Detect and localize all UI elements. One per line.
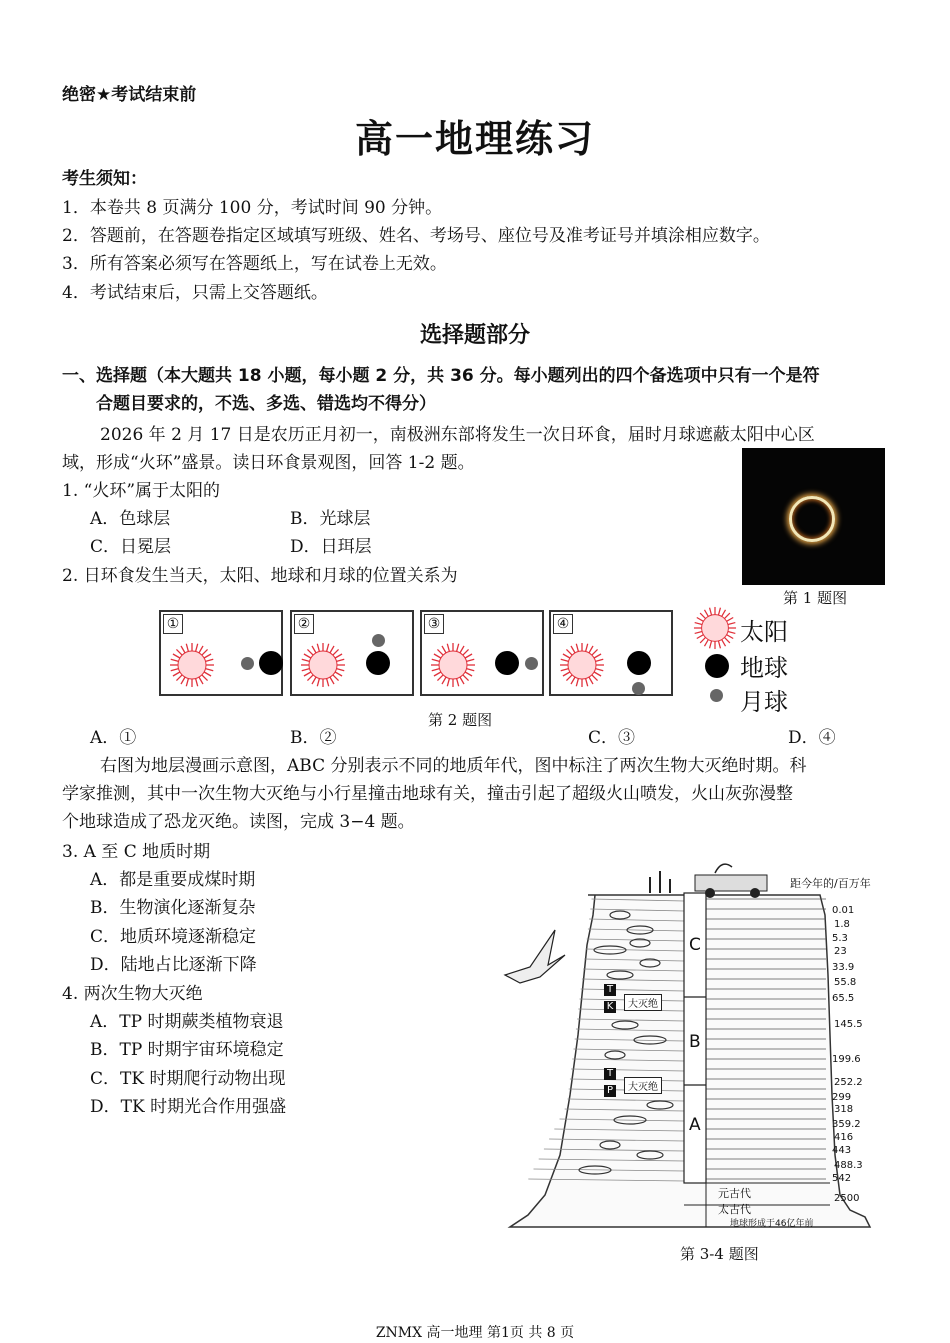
q2-option-a: A．①	[90, 728, 137, 748]
q1-option-a: A．色球层	[90, 509, 171, 529]
q1-option-d: D．日珥层	[290, 537, 372, 557]
age-tick-label: 145.5	[834, 1019, 863, 1030]
age-tick-label: 5.3	[832, 933, 848, 944]
strata-intro-line: 个地球造成了恐龙灭绝。读图，完成 3−4 题。	[62, 812, 415, 832]
sun-icon	[169, 642, 215, 688]
marker-t-upper: T	[604, 984, 616, 996]
age-tick-label: 199.6	[832, 1054, 861, 1065]
age-tick-label: 65.5	[832, 993, 855, 1004]
moon-icon	[632, 682, 645, 695]
figure-1-caption: 第 1 题图	[783, 589, 848, 607]
notice-heading: 考生须知：	[62, 169, 147, 189]
age-tick-label: 23	[834, 946, 847, 957]
question-3-stem: 3. A 至 C 地质时期	[62, 842, 211, 862]
strata-intro-line: 右图为地层漫画示意图，ABC 分别表示不同的地质年代，图中标注了两次生物大灭绝时期。科	[100, 756, 807, 776]
era-c-label: C	[689, 935, 701, 955]
strata-intro-line: 学家推测，其中一次生物大灭绝与小行星撞击地球有关，撞击引起了超级火山喷发，火山灰弥漫整	[62, 784, 793, 804]
question-4-stem: 4. 两次生物大灭绝	[62, 984, 203, 1004]
age-tick-label: 1.8	[834, 919, 850, 930]
age-tick-label: 2500	[834, 1193, 860, 1204]
extinction-label-tk: 大灭绝	[624, 994, 662, 1011]
q2-option-b: B．②	[290, 728, 337, 748]
q1-option-b: B．光球层	[290, 509, 371, 529]
annular-eclipse-photo	[742, 448, 885, 585]
era-a-label: A	[689, 1115, 701, 1135]
age-tick-label: 359.2	[832, 1119, 861, 1130]
moon-icon	[525, 657, 538, 670]
axis-title: 距今年的/百万年	[790, 877, 871, 890]
age-tick-label: 488.3	[834, 1160, 863, 1171]
secret-label: 绝密★考试结束前	[62, 85, 197, 105]
legend-moon-label: 月球	[740, 688, 788, 716]
position-panel-3	[420, 610, 544, 696]
marker-p: P	[604, 1085, 616, 1097]
earth-icon	[627, 651, 651, 675]
age-tick-label: 443	[832, 1145, 852, 1156]
q3-option-b: B．生物演化逐渐复杂	[90, 898, 256, 918]
position-panel-4	[549, 610, 673, 696]
earth-icon	[495, 651, 519, 675]
q4-option-a: A．TP 时期蕨类植物衰退	[90, 1012, 284, 1032]
q4-option-d: D．TK 时期光合作用强盛	[90, 1097, 287, 1117]
age-tick-label: 252.2	[834, 1077, 863, 1088]
notice-item: 3．所有答案必须写在答题纸上，写在试卷上无效。	[62, 254, 447, 274]
notice-item: 2．答题前，在答题卷指定区域填写班级、姓名、考场号、座位号及准考证号并填涂相应数字。	[62, 226, 770, 246]
strata-cartoon-figure	[500, 855, 880, 1240]
moon-icon	[372, 634, 385, 647]
intro-line: 域，形成“火环”盛景。读日环食景观图，回答 1-2 题。	[62, 453, 475, 473]
earth-formation-label: 地球形成于46亿年前	[730, 1219, 814, 1229]
marker-t-lower: T	[604, 1068, 616, 1080]
part-heading-line1: 一、选择题（本大题共 18 小题，每小题 2 分，共 36 分。每小题列出的四个备选项中只有一个是符	[62, 366, 820, 386]
marker-k: K	[604, 1001, 616, 1013]
panel-number: ②	[294, 614, 314, 634]
q2-option-d: D．④	[788, 728, 836, 748]
era-b-label: B	[689, 1032, 701, 1052]
figure-3-4-caption: 第 3-4 题图	[680, 1245, 759, 1263]
notice-item: 4．考试结束后，只需上交答题纸。	[62, 283, 328, 303]
part-heading	[62, 362, 892, 418]
age-tick-label: 318	[834, 1104, 854, 1115]
question-2-stem: 2. 日环食发生当天，太阳、地球和月球的位置关系为	[62, 566, 458, 586]
age-tick-label: 55.8	[834, 977, 857, 988]
age-tick-label: 542	[832, 1173, 852, 1184]
q4-option-c: C．TK 时期爬行动物出现	[90, 1069, 286, 1089]
intro-line: 2026 年 2 月 17 日是农历正月初一，南极洲东部将发生一次日环食，届时月球遮蔽太阳中心区	[100, 425, 815, 445]
position-panel-2	[290, 610, 414, 696]
question-1-stem: 1. “火环”属于太阳的	[62, 481, 221, 501]
age-tick-label: 33.9	[832, 962, 855, 973]
legend-earth-label: 地球	[740, 654, 788, 682]
legend-earth-icon	[705, 654, 729, 678]
age-tick-label: 416	[834, 1132, 854, 1143]
legend-sun-label: 太阳	[740, 618, 788, 646]
figure-2-caption: 第 2 题图	[428, 711, 493, 729]
page-footer: ZNMX 高一地理 第1页 共 8 页	[375, 1325, 575, 1341]
panel-number: ③	[424, 614, 444, 634]
notice-item: 1．本卷共 8 页满分 100 分，考试时间 90 分钟。	[62, 198, 443, 218]
q2-option-c: C．③	[588, 728, 636, 748]
page-title: 高一地理练习	[354, 117, 595, 161]
proterozoic-label: 元古代	[718, 1187, 751, 1200]
q4-option-b: B．TP 时期宇宙环境稳定	[90, 1040, 284, 1060]
panel-number: ④	[553, 614, 573, 634]
age-tick-label: 0.01	[832, 905, 855, 916]
sun-icon	[430, 642, 476, 688]
moon-icon	[241, 657, 254, 670]
position-panel-1	[159, 610, 283, 696]
q3-option-a: A．都是重要成煤时期	[90, 870, 256, 890]
q1-option-c: C．日冕层	[90, 537, 172, 557]
age-tick-label: 299	[832, 1092, 852, 1103]
part-heading-line2: 合题目要求的，不选、多选、错选均不得分）	[96, 394, 436, 414]
fire-ring	[789, 496, 835, 542]
earth-icon	[259, 651, 283, 675]
q3-option-d: D．陆地占比逐渐下降	[90, 955, 257, 975]
archean-label: 太古代	[718, 1203, 751, 1216]
earth-icon	[366, 651, 390, 675]
legend-sun-icon	[693, 606, 737, 650]
q3-option-c: C．地质环境逐渐稳定	[90, 927, 257, 947]
panel-number: ①	[163, 614, 183, 634]
legend-moon-icon	[710, 689, 723, 702]
section-title: 选择题部分	[419, 323, 530, 348]
sun-icon	[300, 642, 346, 688]
extinction-label-tp: 大灭绝	[624, 1077, 662, 1094]
sun-icon	[559, 642, 605, 688]
